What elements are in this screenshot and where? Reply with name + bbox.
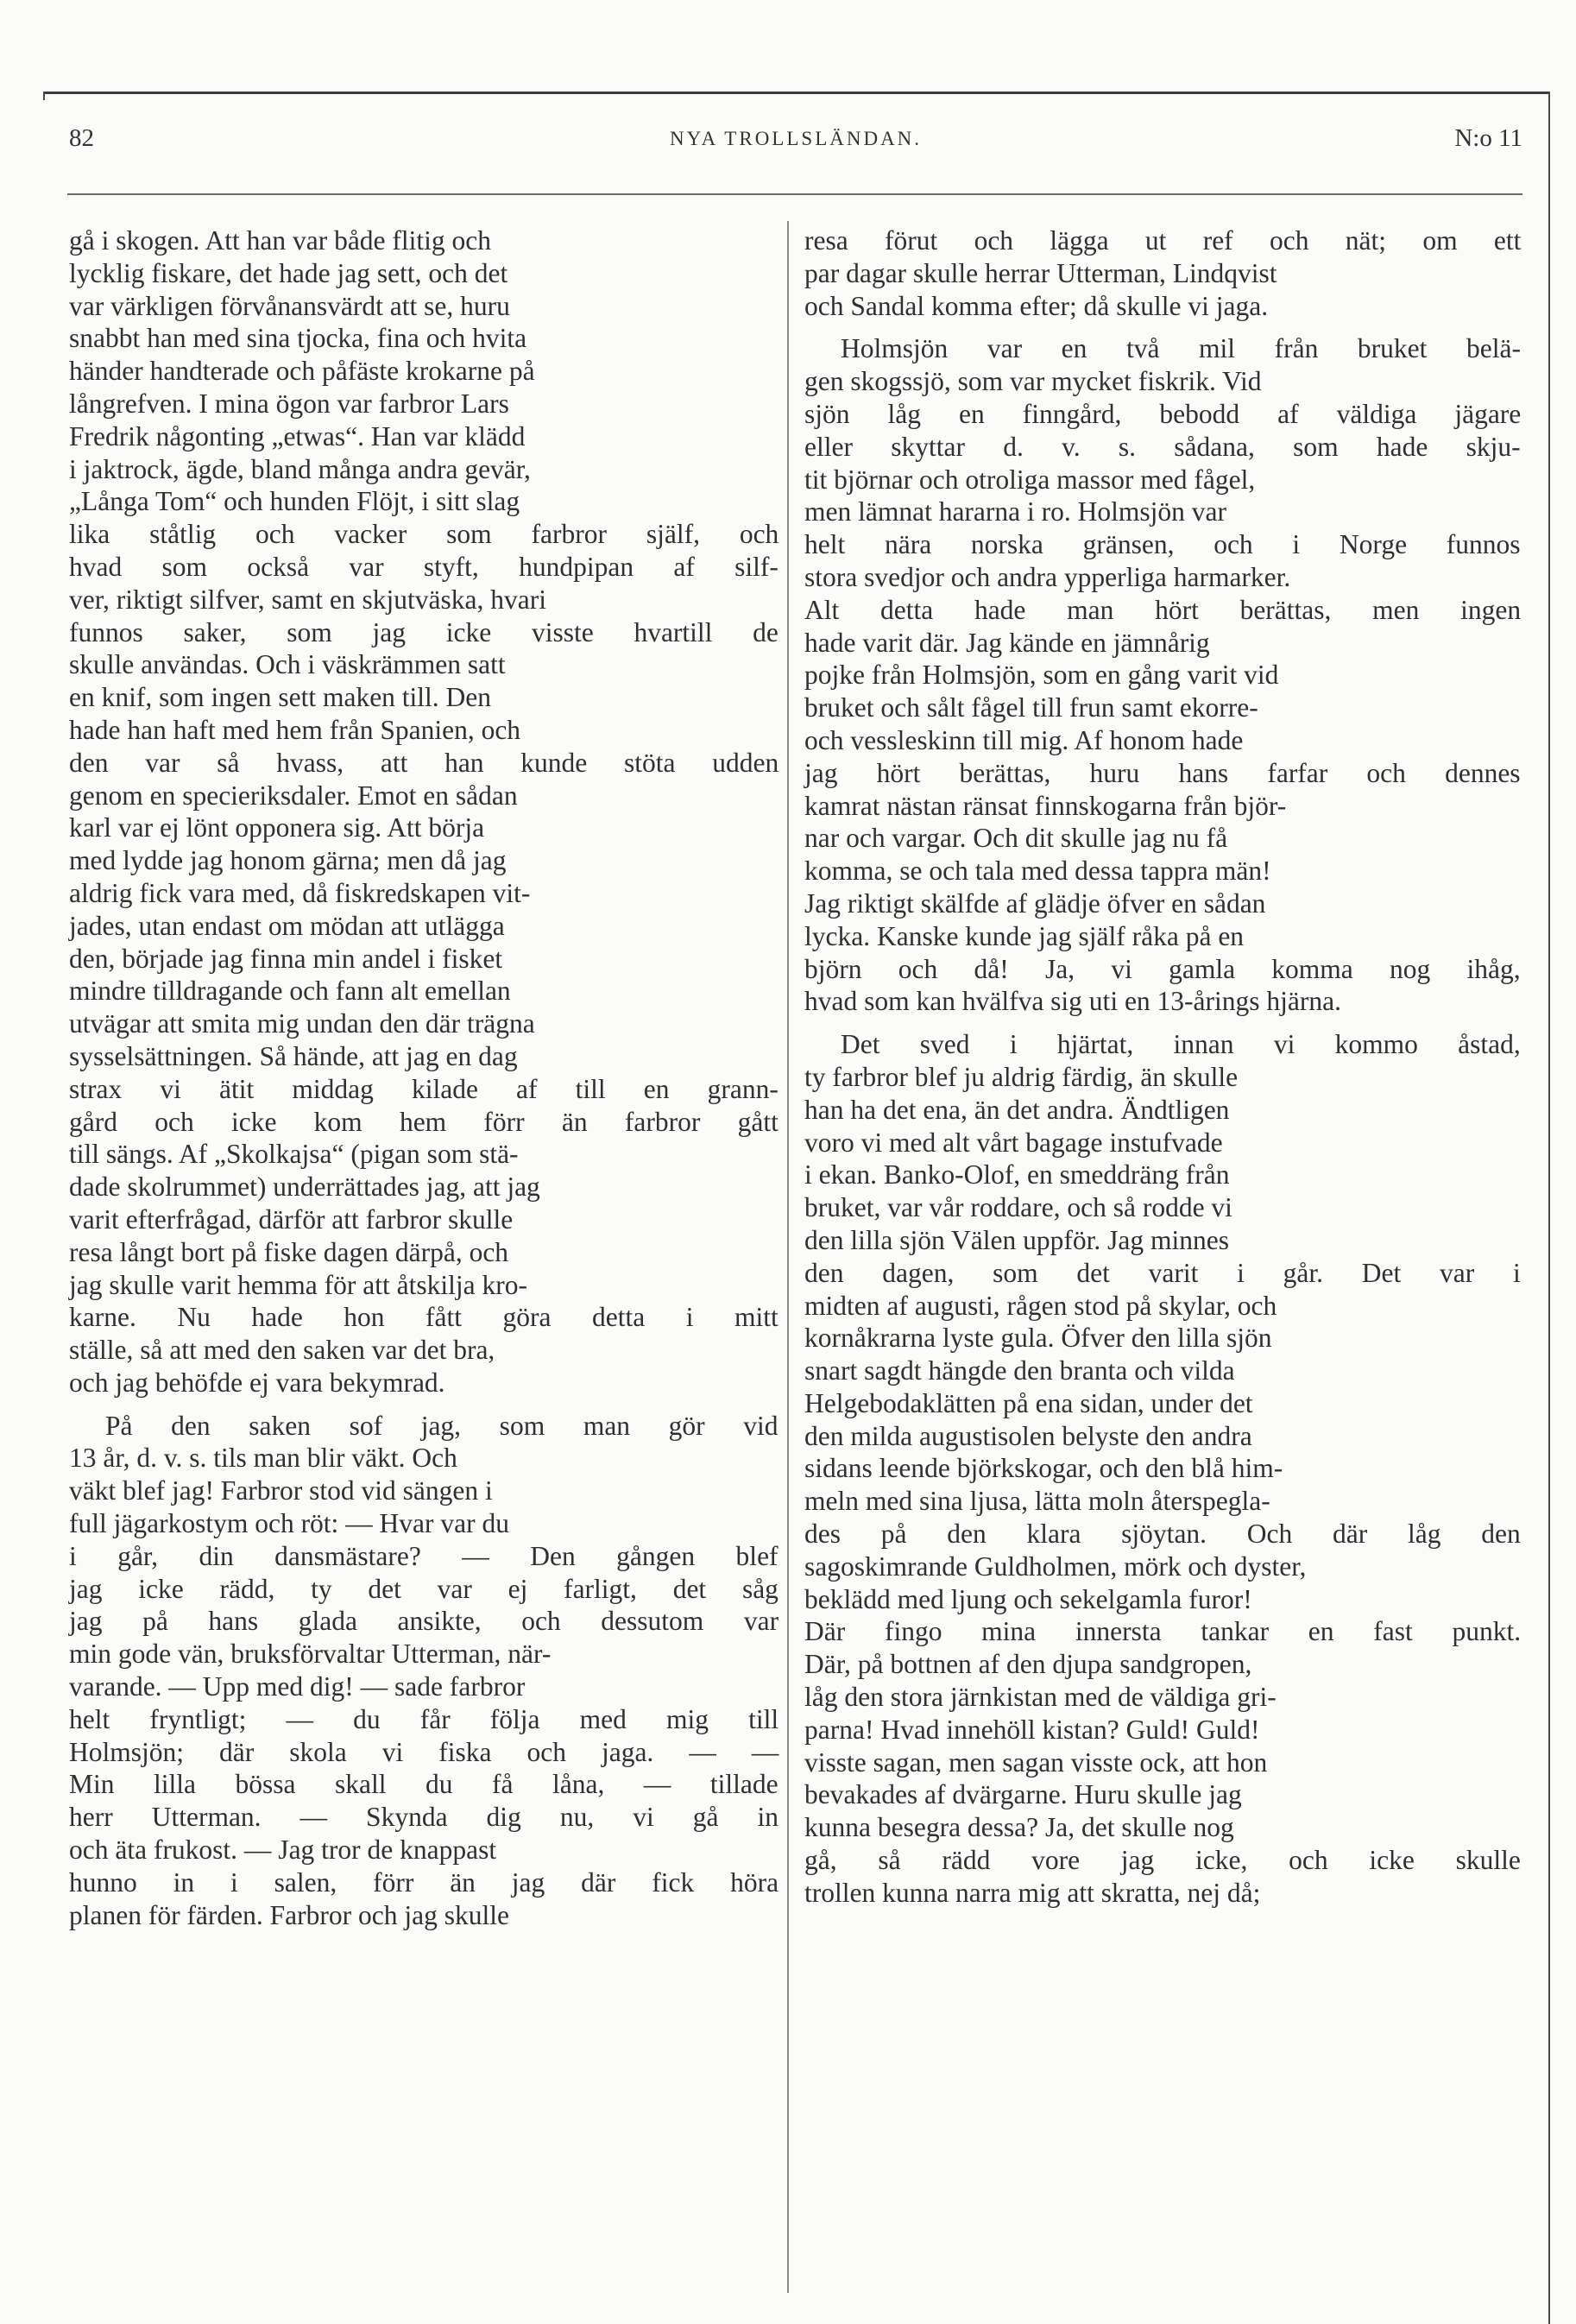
header-rule <box>67 193 1522 195</box>
text-line: i går, din dansmästare? — Den gången blef <box>69 1540 779 1571</box>
text-line: helt nära norska gränsen, och i Norge funnos <box>804 529 1521 560</box>
text-line: kornåkrarna lyste gula. Öfver den lilla sjön <box>804 1323 1272 1354</box>
text-line: och äta frukost. — Jag tror de knappast <box>69 1835 497 1866</box>
text-line: funnos saker, som jag icke visste hvartill de <box>69 616 779 647</box>
text-line: han ha det ena, än det andra. Ändtligen <box>804 1094 1230 1125</box>
text-line: visste sagan, men sagan visste ock, att hon <box>804 1746 1268 1778</box>
text-line: gård och icke kom hem förr än farbror gått <box>69 1106 779 1137</box>
text-line: skulle användas. Och i väskrämmen satt <box>69 649 506 680</box>
text-line: des på den klara sjöytan. Och där låg den <box>804 1519 1521 1550</box>
text-line: kunna besegra dessa? Ja, det skulle nog <box>804 1812 1234 1843</box>
text-line: sidans leende björkskogar, och den blå him- <box>804 1453 1283 1484</box>
text-line: trollen kunna narra mig att skratta, nej då; <box>804 1877 1261 1908</box>
left-column <box>69 224 779 1931</box>
text-line: jades, utan endast om mödan att utlägga <box>69 910 505 941</box>
text-line: bruket och sålt fågel till frun samt ekorre- <box>804 692 1258 723</box>
text-line: tit björnar och otroliga massor med fågel, <box>804 464 1256 495</box>
page-frame-top <box>43 92 1550 94</box>
text-line: jag på hans glada ansikte, och dessutom var <box>69 1606 779 1637</box>
text-line: 13 år, d. v. s. tils man blir väkt. Och <box>69 1443 457 1474</box>
text-line: Holmsjön var en två mil från bruket belä- <box>841 333 1521 364</box>
text-line: gå i skogen. Att han var både flitig och <box>69 225 492 256</box>
text-line: varande. — Upp med dig! — sade farbror <box>69 1671 526 1702</box>
text-line: eller skyttar d. v. s. sådana, som hade skju- <box>804 431 1521 462</box>
publication-title: NYA TROLLSLÄNDAN. <box>669 128 923 149</box>
text-line: sysselsättningen. Så hände, att jag en dag <box>69 1040 518 1071</box>
text-line: och vessleskinn till mig. Af honom hade <box>804 724 1244 755</box>
text-line: i ekan. Banko-Olof, en smeddräng från <box>804 1159 1230 1190</box>
text-line: ställe, så att med den saken var det bra, <box>69 1335 495 1366</box>
paragraph <box>69 1410 779 1932</box>
text-line: full jägarkostym och röt: — Hvar var du <box>69 1508 509 1539</box>
text-line: mindre tilldragande och fann alt emellan <box>69 976 511 1007</box>
text-line: i jaktrock, ägde, bland många andra gevär, <box>69 453 531 484</box>
text-line: hunno in i salen, förr än jag där fick höra <box>69 1866 779 1898</box>
text-line: midten af augusti, rågen stod på skylar, och <box>804 1290 1277 1321</box>
text-line: På den saken sof jag, som man gör vid <box>105 1410 779 1441</box>
text-line: aldrig fick vara med, då fiskredskapen vit- <box>69 877 531 908</box>
text-line: var värkligen förvånansvärdt att se, huru <box>69 290 510 321</box>
page-frame-right <box>1548 92 1550 2324</box>
text-line: lycka. Kanske kunde jag själf råka på en <box>804 920 1245 951</box>
text-line: varit efterfrågad, därför att farbror skulle <box>69 1203 514 1235</box>
text-line: björn och då! Ja, vi gamla komma nog ihåg, <box>804 953 1521 984</box>
text-line: jag skulle varit hemma för att åtskilja kro- <box>69 1269 527 1300</box>
text-line: snabbt han med sina tjocka, fina och hvita <box>69 323 527 354</box>
text-line: karne. Nu hade hon fått göra detta i mitt <box>69 1302 779 1333</box>
text-line: Alt detta hade man hört berättas, men ingen <box>804 594 1522 625</box>
text-line: en knif, som ingen sett maken till. Den <box>69 682 492 713</box>
text-line: långrefven. I mina ögon var farbror Lars <box>69 388 509 419</box>
text-line: med lydde jag honom gärna; men då jag <box>69 845 507 876</box>
text-line: voro vi med alt vårt bagage instufvade <box>804 1127 1223 1158</box>
text-line: den milda augustisolen belyste den andra <box>804 1420 1252 1451</box>
text-line: dade skolrummet) underrättades jag, att jag <box>69 1171 540 1203</box>
text-line: och Sandal komma efter; då skulle vi jaga. <box>804 290 1269 321</box>
paragraph <box>804 224 1521 322</box>
text-line: par dagar skulle herrar Utterman, Lindqvist <box>804 257 1277 288</box>
text-line: utvägar att smita mig undan den där trägna <box>69 1008 535 1039</box>
text-line: genom en specieriksdaler. Emot en sådan <box>69 780 518 811</box>
text-line: Fredrik någonting „etwas“. Han var klädd <box>69 420 526 452</box>
text-line: resa förut och lägga ut ref och nät; om ett <box>804 225 1522 256</box>
text-line: meln med sina ljusa, lätta moln återspegla- <box>804 1486 1270 1517</box>
text-line: sjön låg en finngård, bebodd af väldiga jägare <box>804 398 1522 429</box>
text-line: parna! Hvad innehöll kistan? Guld! Guld! <box>804 1714 1260 1745</box>
text-line: den, började jag finna min andel i fisket <box>69 943 503 974</box>
text-line: ty farbror blef ju aldrig färdig, än skulle <box>804 1061 1239 1092</box>
text-line: bevakades af dvärgarne. Huru skulle jag <box>804 1779 1242 1810</box>
text-line: „Långa Tom“ och hunden Flöjt, i sitt slag <box>69 486 520 517</box>
page-frame-left <box>43 92 45 100</box>
text-line: lycklig fiskare, det hade jag sett, och det <box>69 257 508 288</box>
paragraph <box>804 1028 1521 1910</box>
text-line: komma, se och tala med dessa tappra män! <box>804 856 1271 887</box>
text-line: Det sved i hjärtat, innan vi kommo åstad, <box>841 1029 1521 1060</box>
text-line: Min lilla bössa skall du få låna, — tillade <box>69 1769 779 1800</box>
text-line: planen för färden. Farbror och jag skulle <box>69 1899 509 1930</box>
column-divider <box>787 221 789 2293</box>
text-line: hvad som också var styft, hundpipan af silf- <box>69 551 779 582</box>
text-line: Holmsjön; där skola vi fiska och jaga. — — <box>69 1736 779 1767</box>
text-line: Där, på bottnen af den djupa sandgropen, <box>804 1649 1252 1680</box>
text-line: hade varit där. Jag kände en jämnårig <box>804 627 1210 658</box>
text-line: händer handterade och påfäste krokarne på <box>69 356 535 387</box>
text-line: den var så hvass, att han kunde stöta udden <box>69 747 779 778</box>
text-line: Jag riktigt skälfde af glädje öfver en sådan <box>804 887 1266 919</box>
paragraph <box>69 224 779 1399</box>
text-line: karl var ej lönt opponera sig. Att börja <box>69 812 485 843</box>
text-line: bruket, var vår roddare, och så rodde vi <box>804 1192 1232 1223</box>
text-line: ver, riktigt silfver, samt en skjutväska, hvari <box>69 584 546 615</box>
text-line: gen skogssjö, som var mycket fiskrik. Vid <box>804 366 1262 397</box>
text-line: den lilla sjön Välen uppför. Jag minnes <box>804 1224 1229 1255</box>
page-header <box>69 124 1522 162</box>
text-line: den dagen, som det varit i går. Det var i <box>804 1257 1521 1288</box>
text-line: snart sagdt hängde den branta och vilda <box>804 1355 1235 1386</box>
text-line: gå, så rädd vore jag icke, och icke skulle <box>804 1845 1521 1876</box>
text-line: stora svedjor och andra ypperliga harmarker. <box>804 561 1291 592</box>
text-line: låg den stora järnkistan med de väldiga gri- <box>804 1682 1277 1713</box>
text-line: jag icke rädd, ty det var ej farligt, det såg <box>69 1573 779 1604</box>
text-line: jag hört berättas, huru hans farfar och dennes <box>804 757 1521 788</box>
text-line: men lämnat hararna i ro. Holmsjön var <box>804 496 1226 527</box>
text-line: till sängs. Af „Skolkajsa“ (pigan som stä- <box>69 1139 519 1170</box>
text-line: och jag behöfde ej vara bekymrad. <box>69 1367 445 1398</box>
text-line: beklädd med ljung och sekelgamla furor! <box>804 1583 1252 1614</box>
paragraph <box>804 332 1521 1018</box>
text-line: min gode vän, bruksförvaltar Utterman, när- <box>69 1639 552 1670</box>
text-line: pojke från Holmsjön, som en gång varit vid <box>804 660 1279 691</box>
text-line: strax vi ätit middag kilade af till en grann- <box>69 1073 779 1104</box>
text-line: hvad som kan hvälfva sig uti en 13-årings hjärna. <box>804 986 1341 1017</box>
text-line: lika ståtlig och vacker som farbror själf, och <box>69 519 779 550</box>
right-column <box>804 224 1521 1910</box>
text-line: väkt blef jag! Farbror stod vid sängen i <box>69 1475 493 1506</box>
text-line: resa långt bort på fiske dagen därpå, och <box>69 1236 509 1267</box>
text-line: hade han haft med hem från Spanien, och <box>69 714 521 745</box>
text-line: herr Utterman. — Skynda dig nu, vi gå in <box>69 1802 779 1833</box>
page-number: 82 <box>69 124 94 152</box>
text-line: Helgebodaklätten på ena sidan, under det <box>804 1387 1253 1418</box>
text-line: Där fingo mina innersta tankar en fast punkt. <box>804 1616 1522 1647</box>
text-line: nar och vargar. Och dit skulle jag nu få <box>804 823 1228 854</box>
text-line: sagoskimrande Guldholmen, mörk och dyster, <box>804 1550 1307 1582</box>
text-line: kamrat nästan ränsat finnskogarna från björ- <box>804 790 1287 821</box>
issue-number: N:o 11 <box>1454 124 1522 152</box>
text-line: helt fryntligt; — du får följa med mig till <box>69 1703 779 1734</box>
